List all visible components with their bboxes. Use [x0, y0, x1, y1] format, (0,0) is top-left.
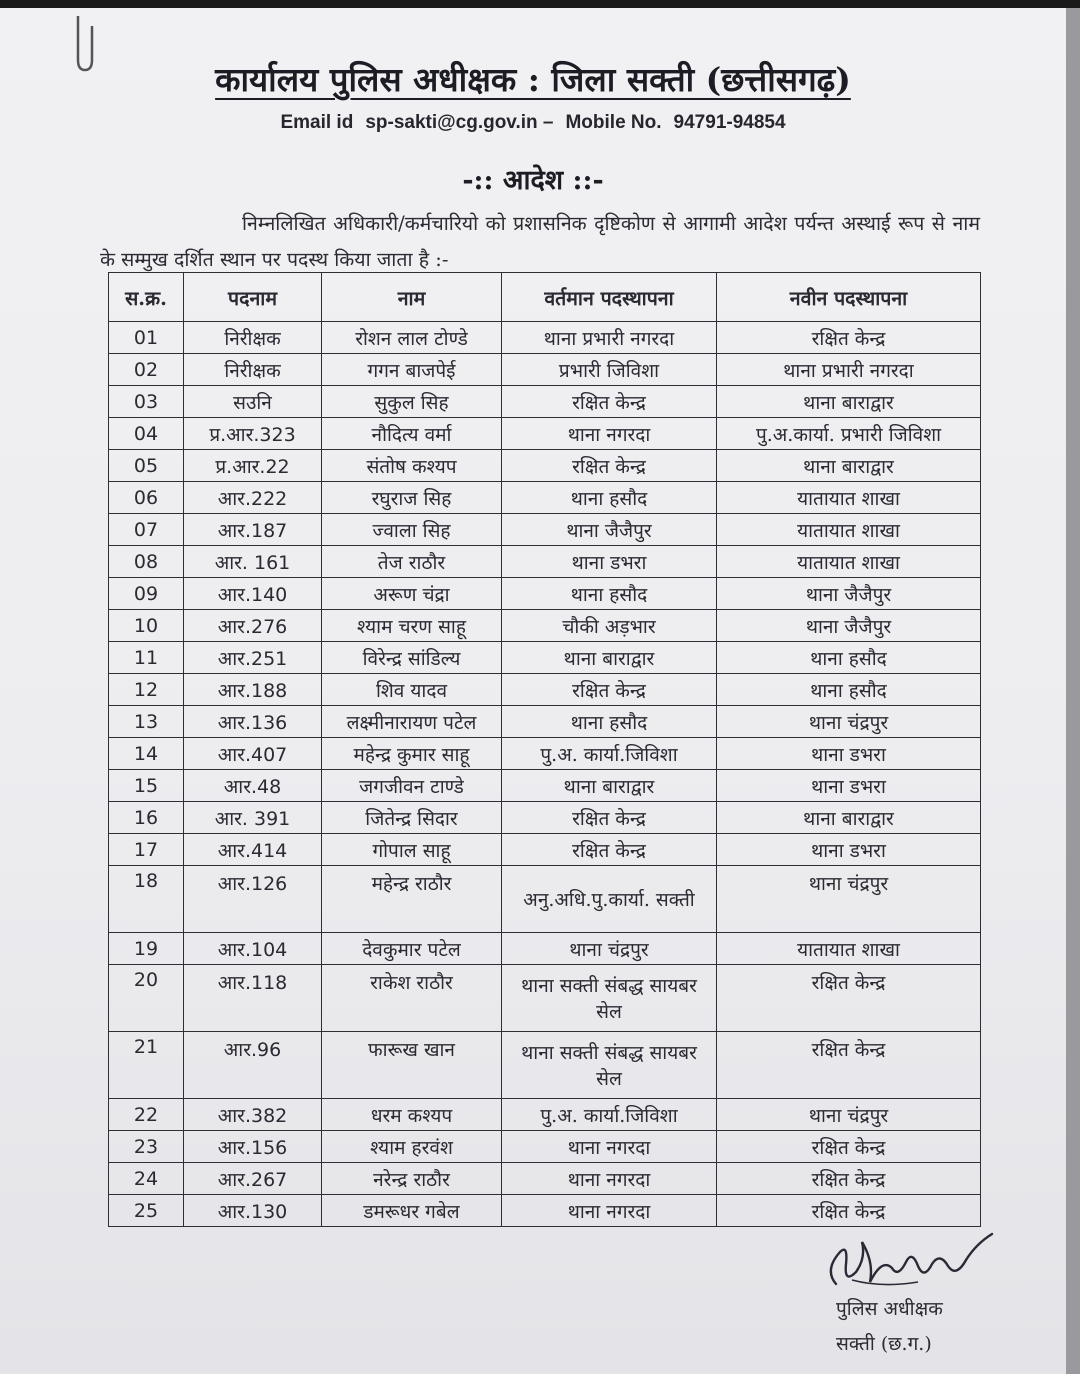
cell-current-posting: थाना हसौद	[502, 706, 717, 738]
cell-current-posting: थाना हसौद	[502, 482, 717, 514]
cell-new-posting: रक्षित केन्द्र	[717, 322, 981, 354]
cell-name: गोपाल साहू	[322, 834, 502, 866]
cell-rank: आर.251	[184, 642, 322, 674]
contact-line	[0, 112, 1066, 134]
cell-new-posting: थाना जैजैपुर	[717, 578, 981, 610]
table-row	[109, 933, 981, 965]
cell-rank: आर.267	[184, 1163, 322, 1195]
cell-rank: आर.96	[184, 1032, 322, 1099]
email-label: Email id	[280, 112, 354, 133]
cell-rank: आर.130	[184, 1195, 322, 1227]
cell-serial: 06	[109, 482, 184, 514]
cell-new-posting: थाना चंद्रपुर	[717, 1099, 981, 1131]
signatory-location: सक्ती (छ.ग.)	[836, 1333, 932, 1355]
table-row	[109, 322, 981, 354]
cell-rank: आर.48	[184, 770, 322, 802]
cell-serial: 15	[109, 770, 184, 802]
cell-new-posting: थाना प्रभारी नगरदा	[717, 354, 981, 386]
cell-rank: सउनि	[184, 386, 322, 418]
cell-name: नरेन्द्र राठौर	[322, 1163, 502, 1195]
cell-serial: 14	[109, 738, 184, 770]
cell-name: जगजीवन टाण्डे	[322, 770, 502, 802]
cell-new-posting: यातायात शाखा	[717, 482, 981, 514]
table-row	[109, 450, 981, 482]
column-header-current-posting: वर्तमान पदस्थापना	[502, 273, 717, 322]
signatory-block	[836, 1292, 986, 1362]
cell-new-posting: थाना हसौद	[717, 674, 981, 706]
cell-serial: 08	[109, 546, 184, 578]
cell-new-posting: थाना बाराद्वार	[717, 450, 981, 482]
cell-name: फारूख खान	[322, 1032, 502, 1099]
email-address: sp-sakti@cg.gov.in –	[365, 112, 554, 133]
cell-rank: आर.414	[184, 834, 322, 866]
cell-new-posting: यातायात शाखा	[717, 514, 981, 546]
cell-new-posting: रक्षित केन्द्र	[717, 1163, 981, 1195]
cell-current-posting: थाना हसौद	[502, 578, 717, 610]
cell-name: नौदित्य वर्मा	[322, 418, 502, 450]
cell-name: रघुराज सिह	[322, 482, 502, 514]
cell-new-posting: पु.अ.कार्या. प्रभारी जिविशा	[717, 418, 981, 450]
cell-rank: आर.118	[184, 965, 322, 1032]
cell-current-posting: थाना नगरदा	[502, 418, 717, 450]
cell-serial: 22	[109, 1099, 184, 1131]
table-row	[109, 642, 981, 674]
cell-rank: आर.382	[184, 1099, 322, 1131]
cell-current-posting: अनु.अधि.पु.कार्या. सक्ती	[502, 866, 717, 933]
cell-current-posting: थाना नगरदा	[502, 1195, 717, 1227]
cell-current-posting: थाना चंद्रपुर	[502, 933, 717, 965]
cell-serial: 12	[109, 674, 184, 706]
cell-new-posting: यातायात शाखा	[717, 546, 981, 578]
cell-new-posting: थाना बाराद्वार	[717, 386, 981, 418]
cell-name: धरम कश्यप	[322, 1099, 502, 1131]
cell-name: ज्वाला सिह	[322, 514, 502, 546]
cell-current-posting: थाना नगरदा	[502, 1163, 717, 1195]
cell-rank: आर.187	[184, 514, 322, 546]
table-row	[109, 546, 981, 578]
cell-current-posting: रक्षित केन्द्र	[502, 450, 717, 482]
cell-new-posting: थाना बाराद्वार	[717, 802, 981, 834]
cell-serial: 04	[109, 418, 184, 450]
cell-new-posting: रक्षित केन्द्र	[717, 965, 981, 1032]
office-title: कार्यालय पुलिस अधीक्षक : जिला सक्ती (छत्तीसगढ़)	[215, 60, 851, 99]
cell-serial: 02	[109, 354, 184, 386]
order-intro: निम्नलिखित अधिकारी/कर्मचारियो को प्रशासनिक दृष्टिकोण से आगामी आदेश पर्यन्त अस्थाई रूप से नाम के सम्मुख दर्शित स्थान पर पदस्थ किया जाता है :-	[100, 212, 980, 271]
cell-current-posting: पु.अ. कार्या.जिविशा	[502, 1099, 717, 1131]
cell-name: श्याम हरवंश	[322, 1131, 502, 1163]
cell-new-posting: यातायात शाखा	[717, 933, 981, 965]
cell-current-posting: चौकी अड़भार	[502, 610, 717, 642]
cell-rank: आर.104	[184, 933, 322, 965]
cell-rank: आर. 391	[184, 802, 322, 834]
cell-rank: आर.276	[184, 610, 322, 642]
cell-serial: 25	[109, 1195, 184, 1227]
signatory-designation: पुलिस अधीक्षक	[836, 1298, 943, 1320]
cell-name: विरेन्द्र सांडिल्य	[322, 642, 502, 674]
cell-current-posting: रक्षित केन्द्र	[502, 834, 717, 866]
cell-serial: 20	[109, 965, 184, 1032]
cell-name: रोशन लाल टोण्डे	[322, 322, 502, 354]
table-row	[109, 610, 981, 642]
cell-serial: 16	[109, 802, 184, 834]
table-row	[109, 1032, 981, 1099]
cell-current-posting: थाना नगरदा	[502, 1131, 717, 1163]
cell-current-posting: थाना जैजैपुर	[502, 514, 717, 546]
mobile-number: 94791-94854	[673, 112, 786, 133]
table-row	[109, 965, 981, 1032]
cell-serial: 17	[109, 834, 184, 866]
cell-current-posting: रक्षित केन्द्र	[502, 802, 717, 834]
cell-new-posting: रक्षित केन्द्र	[717, 1131, 981, 1163]
table-row	[109, 418, 981, 450]
table-row	[109, 834, 981, 866]
table-row	[109, 386, 981, 418]
cell-current-posting: रक्षित केन्द्र	[502, 386, 717, 418]
cell-name: जितेन्द्र सिदार	[322, 802, 502, 834]
cell-name: महेन्द्र कुमार साहू	[322, 738, 502, 770]
cell-name: महेन्द्र राठौर	[322, 866, 502, 933]
table-row	[109, 354, 981, 386]
cell-rank: आर.407	[184, 738, 322, 770]
cell-new-posting: रक्षित केन्द्र	[717, 1032, 981, 1099]
cell-new-posting: थाना डभरा	[717, 770, 981, 802]
cell-current-posting: पु.अ. कार्या.जिविशा	[502, 738, 717, 770]
cell-current-posting: थाना सक्ती संबद्ध सायबर सेल	[502, 1032, 717, 1099]
cell-serial: 21	[109, 1032, 184, 1099]
cell-rank: आर.140	[184, 578, 322, 610]
background-edge	[1066, 8, 1080, 1374]
cell-serial: 10	[109, 610, 184, 642]
table-row	[109, 1131, 981, 1163]
cell-serial: 03	[109, 386, 184, 418]
cell-current-posting: थाना बाराद्वार	[502, 642, 717, 674]
table-row	[109, 866, 981, 933]
table-row	[109, 482, 981, 514]
table-row	[109, 674, 981, 706]
table-row	[109, 1099, 981, 1131]
cell-name: सुकुल सिह	[322, 386, 502, 418]
column-header-serial: स.क्र.	[109, 273, 184, 322]
cell-rank: निरीक्षक	[184, 322, 322, 354]
cell-serial: 23	[109, 1131, 184, 1163]
cell-rank: प्र.आर.22	[184, 450, 322, 482]
mobile-label: Mobile No.	[565, 112, 662, 133]
table-row	[109, 578, 981, 610]
cell-name: लक्ष्मीनारायण पटेल	[322, 706, 502, 738]
cell-current-posting: थाना बाराद्वार	[502, 770, 717, 802]
cell-new-posting: थाना चंद्रपुर	[717, 866, 981, 933]
cell-name: देवकुमार पटेल	[322, 933, 502, 965]
cell-new-posting: थाना हसौद	[717, 642, 981, 674]
signature-icon	[822, 1222, 997, 1302]
cell-new-posting: थाना डभरा	[717, 834, 981, 866]
table-row	[109, 770, 981, 802]
cell-name: गगन बाजपेई	[322, 354, 502, 386]
order-title: -:: आदेश ::-	[462, 165, 604, 196]
cell-serial: 09	[109, 578, 184, 610]
cell-current-posting: प्रभारी जिविशा	[502, 354, 717, 386]
cell-name: श्याम चरण साहू	[322, 610, 502, 642]
top-edge	[0, 0, 1080, 8]
cell-serial: 05	[109, 450, 184, 482]
cell-name: शिव यादव	[322, 674, 502, 706]
table-row	[109, 514, 981, 546]
column-header-rank: पदनाम	[184, 273, 322, 322]
cell-name: राकेश राठौर	[322, 965, 502, 1032]
cell-rank: आर.126	[184, 866, 322, 933]
transfer-table	[108, 272, 981, 1227]
cell-serial: 13	[109, 706, 184, 738]
cell-new-posting: थाना डभरा	[717, 738, 981, 770]
cell-serial: 19	[109, 933, 184, 965]
cell-serial: 01	[109, 322, 184, 354]
table-row	[109, 1163, 981, 1195]
cell-name: अरूण चंद्रा	[322, 578, 502, 610]
column-header-new-posting: नवीन पदस्थापना	[717, 273, 981, 322]
cell-new-posting: थाना चंद्रपुर	[717, 706, 981, 738]
column-header-name: नाम	[322, 273, 502, 322]
table-row	[109, 738, 981, 770]
cell-current-posting: रक्षित केन्द्र	[502, 674, 717, 706]
cell-serial: 11	[109, 642, 184, 674]
cell-rank: आर.188	[184, 674, 322, 706]
cell-current-posting: थाना प्रभारी नगरदा	[502, 322, 717, 354]
cell-rank: आर. 161	[184, 546, 322, 578]
cell-rank: निरीक्षक	[184, 354, 322, 386]
table-row	[109, 706, 981, 738]
cell-rank: प्र.आर.323	[184, 418, 322, 450]
cell-current-posting: थाना सक्ती संबद्ध सायबर सेल	[502, 965, 717, 1032]
cell-serial: 07	[109, 514, 184, 546]
cell-serial: 18	[109, 866, 184, 933]
cell-new-posting: रक्षित केन्द्र	[717, 1195, 981, 1227]
cell-rank: आर.136	[184, 706, 322, 738]
cell-rank: आर.222	[184, 482, 322, 514]
cell-current-posting: थाना डभरा	[502, 546, 717, 578]
cell-new-posting: थाना जैजैपुर	[717, 610, 981, 642]
cell-name: तेज राठौर	[322, 546, 502, 578]
cell-rank: आर.156	[184, 1131, 322, 1163]
cell-serial: 24	[109, 1163, 184, 1195]
cell-name: संतोष कश्यप	[322, 450, 502, 482]
table-header-row	[109, 273, 981, 322]
office-heading	[0, 56, 1066, 101]
cell-name: डमरूधर गबेल	[322, 1195, 502, 1227]
table-row	[109, 802, 981, 834]
